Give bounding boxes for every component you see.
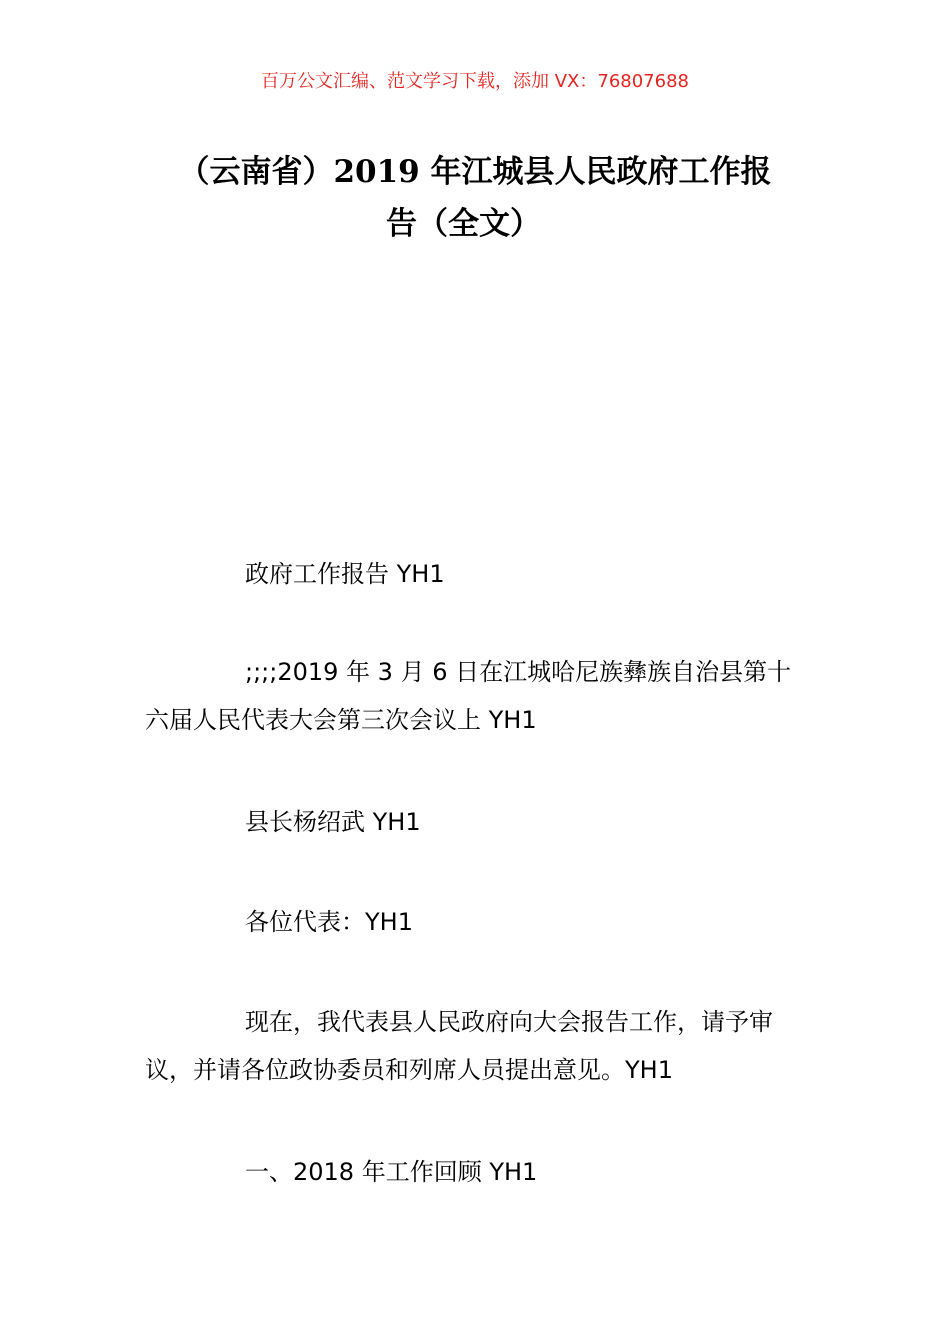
paragraph-speaker	[145, 798, 810, 846]
paragraph-text: ;;;;2019 年 3 月 6 日在江城哈尼族彝族自治县第十六届人民代表大会第三次会议上 YH1	[145, 658, 792, 734]
paragraph-text: 各位代表：YH1	[245, 908, 413, 936]
paragraph-text: 现在，我代表县人民政府向大会报告工作，请予审议，并请各位政协委员和列席人员提出意见。YH1	[145, 1008, 773, 1084]
paragraph-text: 一、2018 年工作回顾 YH1	[245, 1158, 538, 1186]
paragraph-salutation	[145, 898, 810, 946]
title-line-2: 告（全文）	[386, 206, 541, 242]
section-heading-review	[145, 1148, 810, 1196]
paragraph-meeting-info	[145, 648, 810, 744]
paragraph-text: 县长杨绍武 YH1	[245, 808, 421, 836]
paragraph-report-label	[145, 550, 810, 598]
title-line-1: （云南省）2019 年江城县人民政府工作报	[178, 154, 772, 190]
paragraph-text: 政府工作报告 YH1	[245, 560, 445, 588]
watermark-banner: 百万公文汇编、范文学习下载，添加 VX：76807688	[261, 71, 689, 92]
document-title	[120, 146, 830, 250]
paragraph-opening	[145, 998, 810, 1094]
